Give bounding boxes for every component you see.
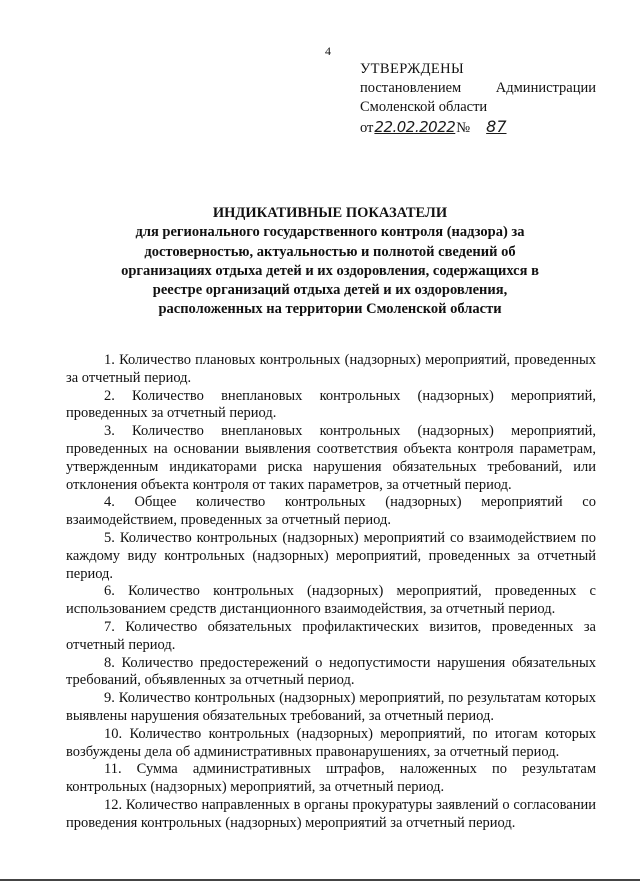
list-item: 3. Количество внеплановых контрольных (надзорных) мероприятий, проведенных на основании выявления соответствия объекта контроля параметрам, утвержденным индикаторами риска нарушения обязательных требований, или отклонения объекта контроля от таких параметров, за отчетный период. <box>66 423 596 493</box>
list-item: 11. Сумма административных штрафов, наложенных по результатам контрольных (надзорных) мероприятий, за отчетный период. <box>66 761 596 796</box>
list-item: 5. Количество контрольных (надзорных) мероприятий со взаимодействием по каждому виду контрольных (надзорных) мероприятий, проведенных за отчетный период. <box>66 529 596 582</box>
approval-line-1-left: постановлением <box>360 80 462 96</box>
number-label: № <box>456 120 471 136</box>
list-item: 12. Количество направленных в органы прокуратуры заявлений о согласовании проведения контрольных (надзорных) мероприятий за отчетный период. <box>66 796 596 831</box>
list-item: 8. Количество предостережений о недопустимости нарушения обязательных требований, объявленных за отчетный период. <box>66 654 596 689</box>
list-item: 10. Количество контрольных (надзорных) мероприятий, по итогам которых возбуждены дела об административных правонарушениях, за отчетный период. <box>66 725 596 760</box>
approval-heading: УТВЕРЖДЕНЫ <box>360 61 465 77</box>
approval-line-2: Смоленской области <box>360 99 488 115</box>
approval-line-1 <box>360 79 596 98</box>
list-item: 6. Количество контрольных (надзорных) мероприятий, проведенных с использованием средств дистанционного взаимодействия, за отчетный период. <box>66 583 596 618</box>
handwritten-number: 87 <box>486 117 507 136</box>
title-subtitle: для регионального государственного контроля (надзора) за достоверностью, актуальностью и полнотой сведений об организациях отдыха детей и их оздоровления, содержащихся в реестре организаций отдыха детей и их оздоровления, расположенных на территории Смоленской области <box>121 224 539 318</box>
list-item: 7. Количество обязательных профилактических визитов, проведенных за отчетный период. <box>66 618 596 653</box>
scan-bottom-edge <box>0 879 640 881</box>
approval-signature-line <box>360 117 596 138</box>
list-item: 2. Количество внеплановых контрольных (надзорных) мероприятий, проведенных за отчетный период. <box>66 387 596 422</box>
list-item: 9. Количество контрольных (надзорных) мероприятий, по результатам которых выявлены нарушения обязательных требований, за отчетный период. <box>66 690 596 724</box>
document-title <box>120 204 540 320</box>
approval-line-1-right: Администрации <box>495 80 596 96</box>
list-item: 1. Количество плановых контрольных (надзорных) мероприятий, проведенных за отчетный период. <box>66 352 596 386</box>
title-main: ИНДИКАТИВНЫЕ ПОКАЗАТЕЛИ <box>212 205 448 221</box>
handwritten-date: 22.02.2022 <box>374 118 456 136</box>
indicator-list <box>66 352 596 833</box>
from-label: от <box>360 120 374 136</box>
approval-block <box>360 60 596 138</box>
list-item: 4. Общее количество контрольных (надзорных) мероприятий со взаимодействием, проведенных за отчетный период. <box>66 494 596 529</box>
page-number: 4 <box>325 44 331 58</box>
